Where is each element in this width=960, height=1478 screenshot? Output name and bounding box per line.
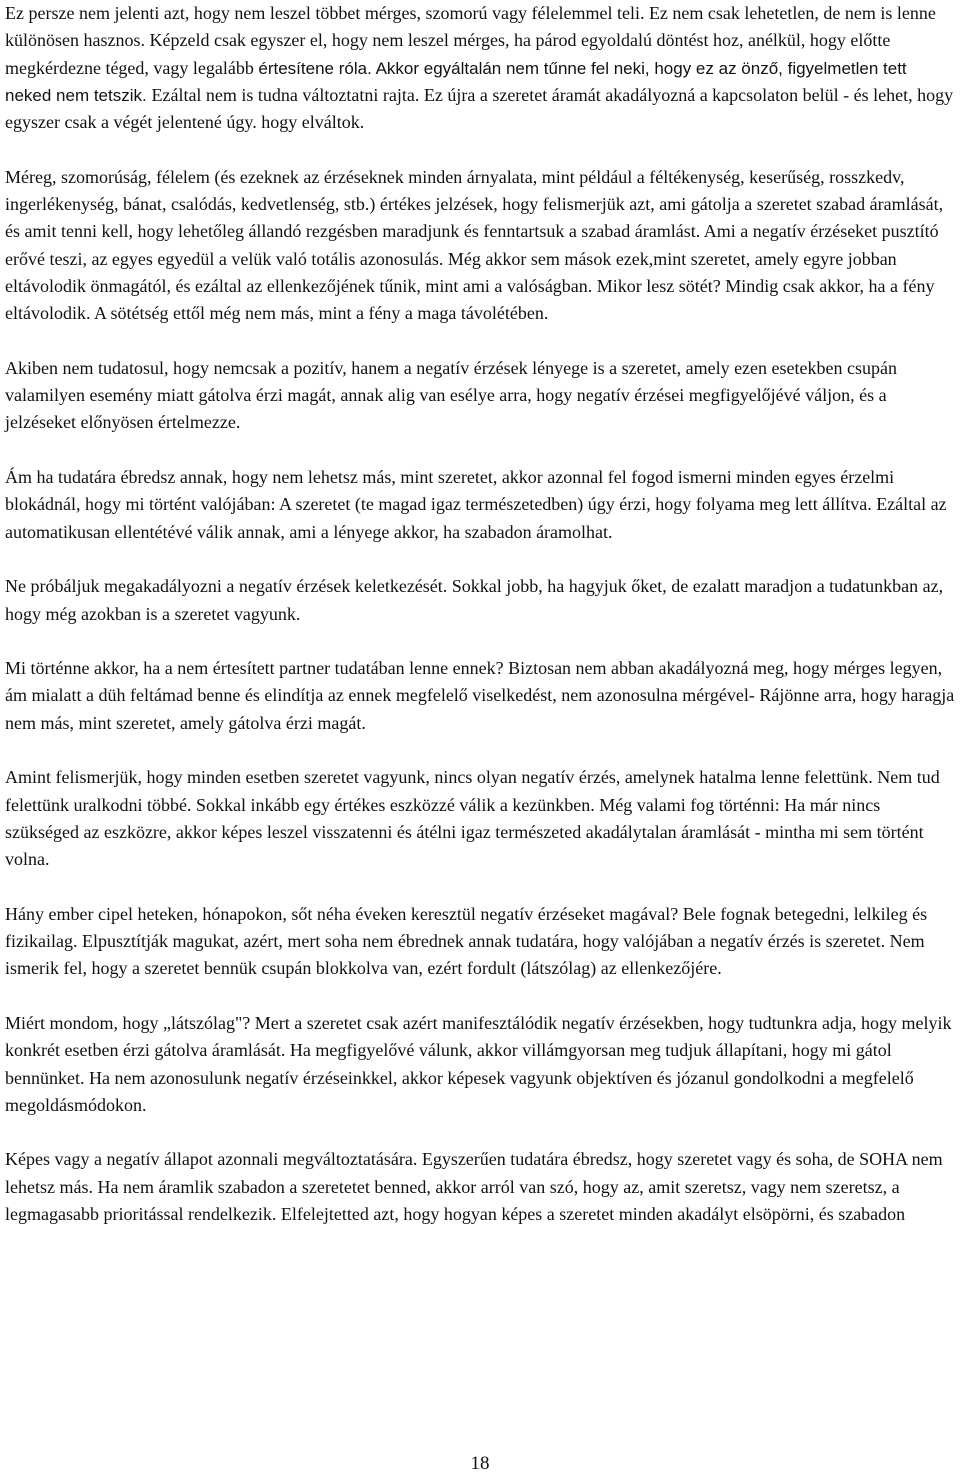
paragraph-text: Amint felismerjük, hogy minden esetben szeretet vagyunk, nincs olyan negatív érzés, amelynek hatalma lenne felettünk. Nem tud felettünk uralkodni többé. Sokkal inkább egy értékes eszközzé válik a kezünkben. Még valami fog történni: Ha már nincs szükséged az eszközre, akkor képes leszel visszatenni és átélni igaz természeted akadálytalan áramlását - mintha mi sem történt volna.	[5, 767, 940, 870]
paragraph-gap	[5, 874, 957, 901]
paragraph-text: Ez persze nem jelenti azt, hogy nem leszel többet mérges, szomorú vagy félelemmel teli. Ez nem csak lehetetlen, de nem is lenne különösen hasznos. Képzeld csak egyszer el, hogy nem leszel mérges, ha párod egyoldalú döntést hoz, anélkül, hogy előtte megkérdezne téged, vagy legalább	[5, 3, 936, 78]
paragraph-2	[5, 164, 957, 328]
paragraph-9	[5, 1010, 957, 1119]
paragraph-gap	[5, 628, 957, 655]
paragraph-gap	[5, 737, 957, 764]
paragraph-10	[5, 1146, 957, 1228]
paragraph-gap	[5, 983, 957, 1010]
paragraph-text: Ám ha tudatára ébredsz annak, hogy nem lehetsz más, mint szeretet, akkor azonnal fel fogod ismerni minden egyes érzelmi blokádnál, hogy mi történt valójában: A szeretet (te magad igaz természetedben) úgy érzi, hogy folyama meg lett állítva. Ezáltal az automatikusan ellentétévé válik annak, ami a lényege akkor, ha szabadon áramolhat.	[5, 467, 947, 542]
paragraph-gap	[5, 546, 957, 573]
paragraph-text: Ezáltal nem is tudna változtatni rajta. Ez újra a szeretet áramát akadályozná a kapcsolaton belül - és lehet, hogy egyszer csak a végét jelentené úgy. hogy elváltok.	[5, 84, 954, 133]
paragraph-text: Akiben nem tudatosul, hogy nemcsak a pozitív, hanem a negatív érzések lényege is a szeretet, amely ezen esetekben csupán valamilyen esemény miatt gátolva érzi magát, annak alig van esélye arra, hogy negatív érzései megfigyelőjévé váljon, és a jelzéseket előnyösen értelmezze.	[5, 357, 897, 433]
paragraph-text: Hány ember cipel heteken, hónapokon, sőt néha éveken keresztül negatív érzéseket magával? Bele fognak betegedni, lelkileg és fizikailag. Elpusztítják magukat, azért, mert soha nem ébrednek annak tudatára, hogy valójában a negatív érzés is szeretet. Nem ismerik fel, hogy a szeretet bennük csupán blokkolva van, ezért fordult (látszólag) az ellenkezőjére.	[5, 903, 928, 979]
paragraph-8	[5, 901, 957, 983]
paragraph-text: Méreg, szomorúság, félelem (és ezeknek az érzéseknek minden árnyalata, mint például a féltékenység, keserűség, rosszkedv, ingerlékenység, bánat, csalódás, kedvetlenség, stb.) értékes jelzések, hogy felismerjük azt, ami gátolja a szeretet szabad áramlását, és amit tenni kell, hogy lehetőleg állandó rezgésben maradjunk és fenntartsuk a szabad áramlást. Ami a negatív érzéseket pusztító erővé teszi, az egyes egyedül a velük való totális azonosulás. Még akkor sem mások ezek,mint szeretet, amely egyre jobban eltávolodik önmagától, és ezáltal az ellenkezőjének tűnik, mint ami a valóságban. Mikor lesz sötét? Mindig csak akkor, ha a fény eltávolodik. A sötétség ettől még nem más, mint a fény a maga távolétében.	[5, 166, 944, 324]
paragraph-gap	[5, 437, 957, 464]
paragraph-text: Miért mondom, hogy „látszólag"? Mert a szeretet csak azért manifesztálódik negatív érzésekben, hogy tudtunkra adja, hogy melyik konkrét esetben érzi gátolva áramlását. Ha megfigyelővé válunk, akkor villámgyorsan meg tudjuk állapítani, hogy mi gátol bennünket. Ha nem azonosulunk negatív érzéseinkkel, akkor képesek vagyunk objektíven és józanul gondolkodni a megfelelő megoldásmódokon.	[5, 1012, 952, 1115]
paragraph-3	[5, 355, 957, 437]
paragraph-5	[5, 573, 957, 628]
paragraph-4	[5, 464, 957, 546]
paragraph-6	[5, 655, 957, 737]
paragraph-text: Képes vagy a negatív állapot azonnali megváltoztatására. Egyszerűen tudatára ébredsz, hogy szeretet vagy és soha, de SOHA nem lehetsz más. Ha nem áramlik szabadon a szeretetet benned, akkor arról van szó, hogy az, amit szeretsz, vagy nem szeretsz, a legmagasabb prioritással rendelkezik. Elfelejtetted azt, hogy hogyan képes a szeretet minden akadályt elsöpörni, és szabadon	[5, 1149, 943, 1225]
paragraph-7	[5, 764, 957, 873]
paragraph-gap	[5, 328, 957, 355]
paragraph-1	[5, 0, 957, 136]
page-number: 18	[470, 1453, 490, 1474]
paragraph-gap	[5, 136, 957, 163]
paragraph-text-sans: értesítene róla. Akkor egyáltalán nem tűnne fel neki, hogy ez az önző, figyelmetlen tett neked nem tetszik.	[5, 58, 907, 105]
paragraph-gap	[5, 1119, 957, 1146]
paragraph-text: Mi történne akkor, ha a nem értesített partner tudatában lenne ennek? Biztosan nem abban akadályozná meg, hogy mérges legyen, ám mialatt a düh feltámad benne és elindítja az ennek megfelelő viselkedést, nem azonosulna mérgével- Rájönne arra, hogy haragja nem más, mint szeretet, amely gátolva érzi magát.	[5, 658, 955, 733]
paragraph-text: Ne próbáljuk megakadályozni a negatív érzések keletkezését. Sokkal jobb, ha hagyjuk őket, de ezalatt maradjon a tudatunkban az, hogy még azokban is a szeretet vagyunk.	[5, 576, 944, 624]
document-page	[5, 0, 957, 1228]
